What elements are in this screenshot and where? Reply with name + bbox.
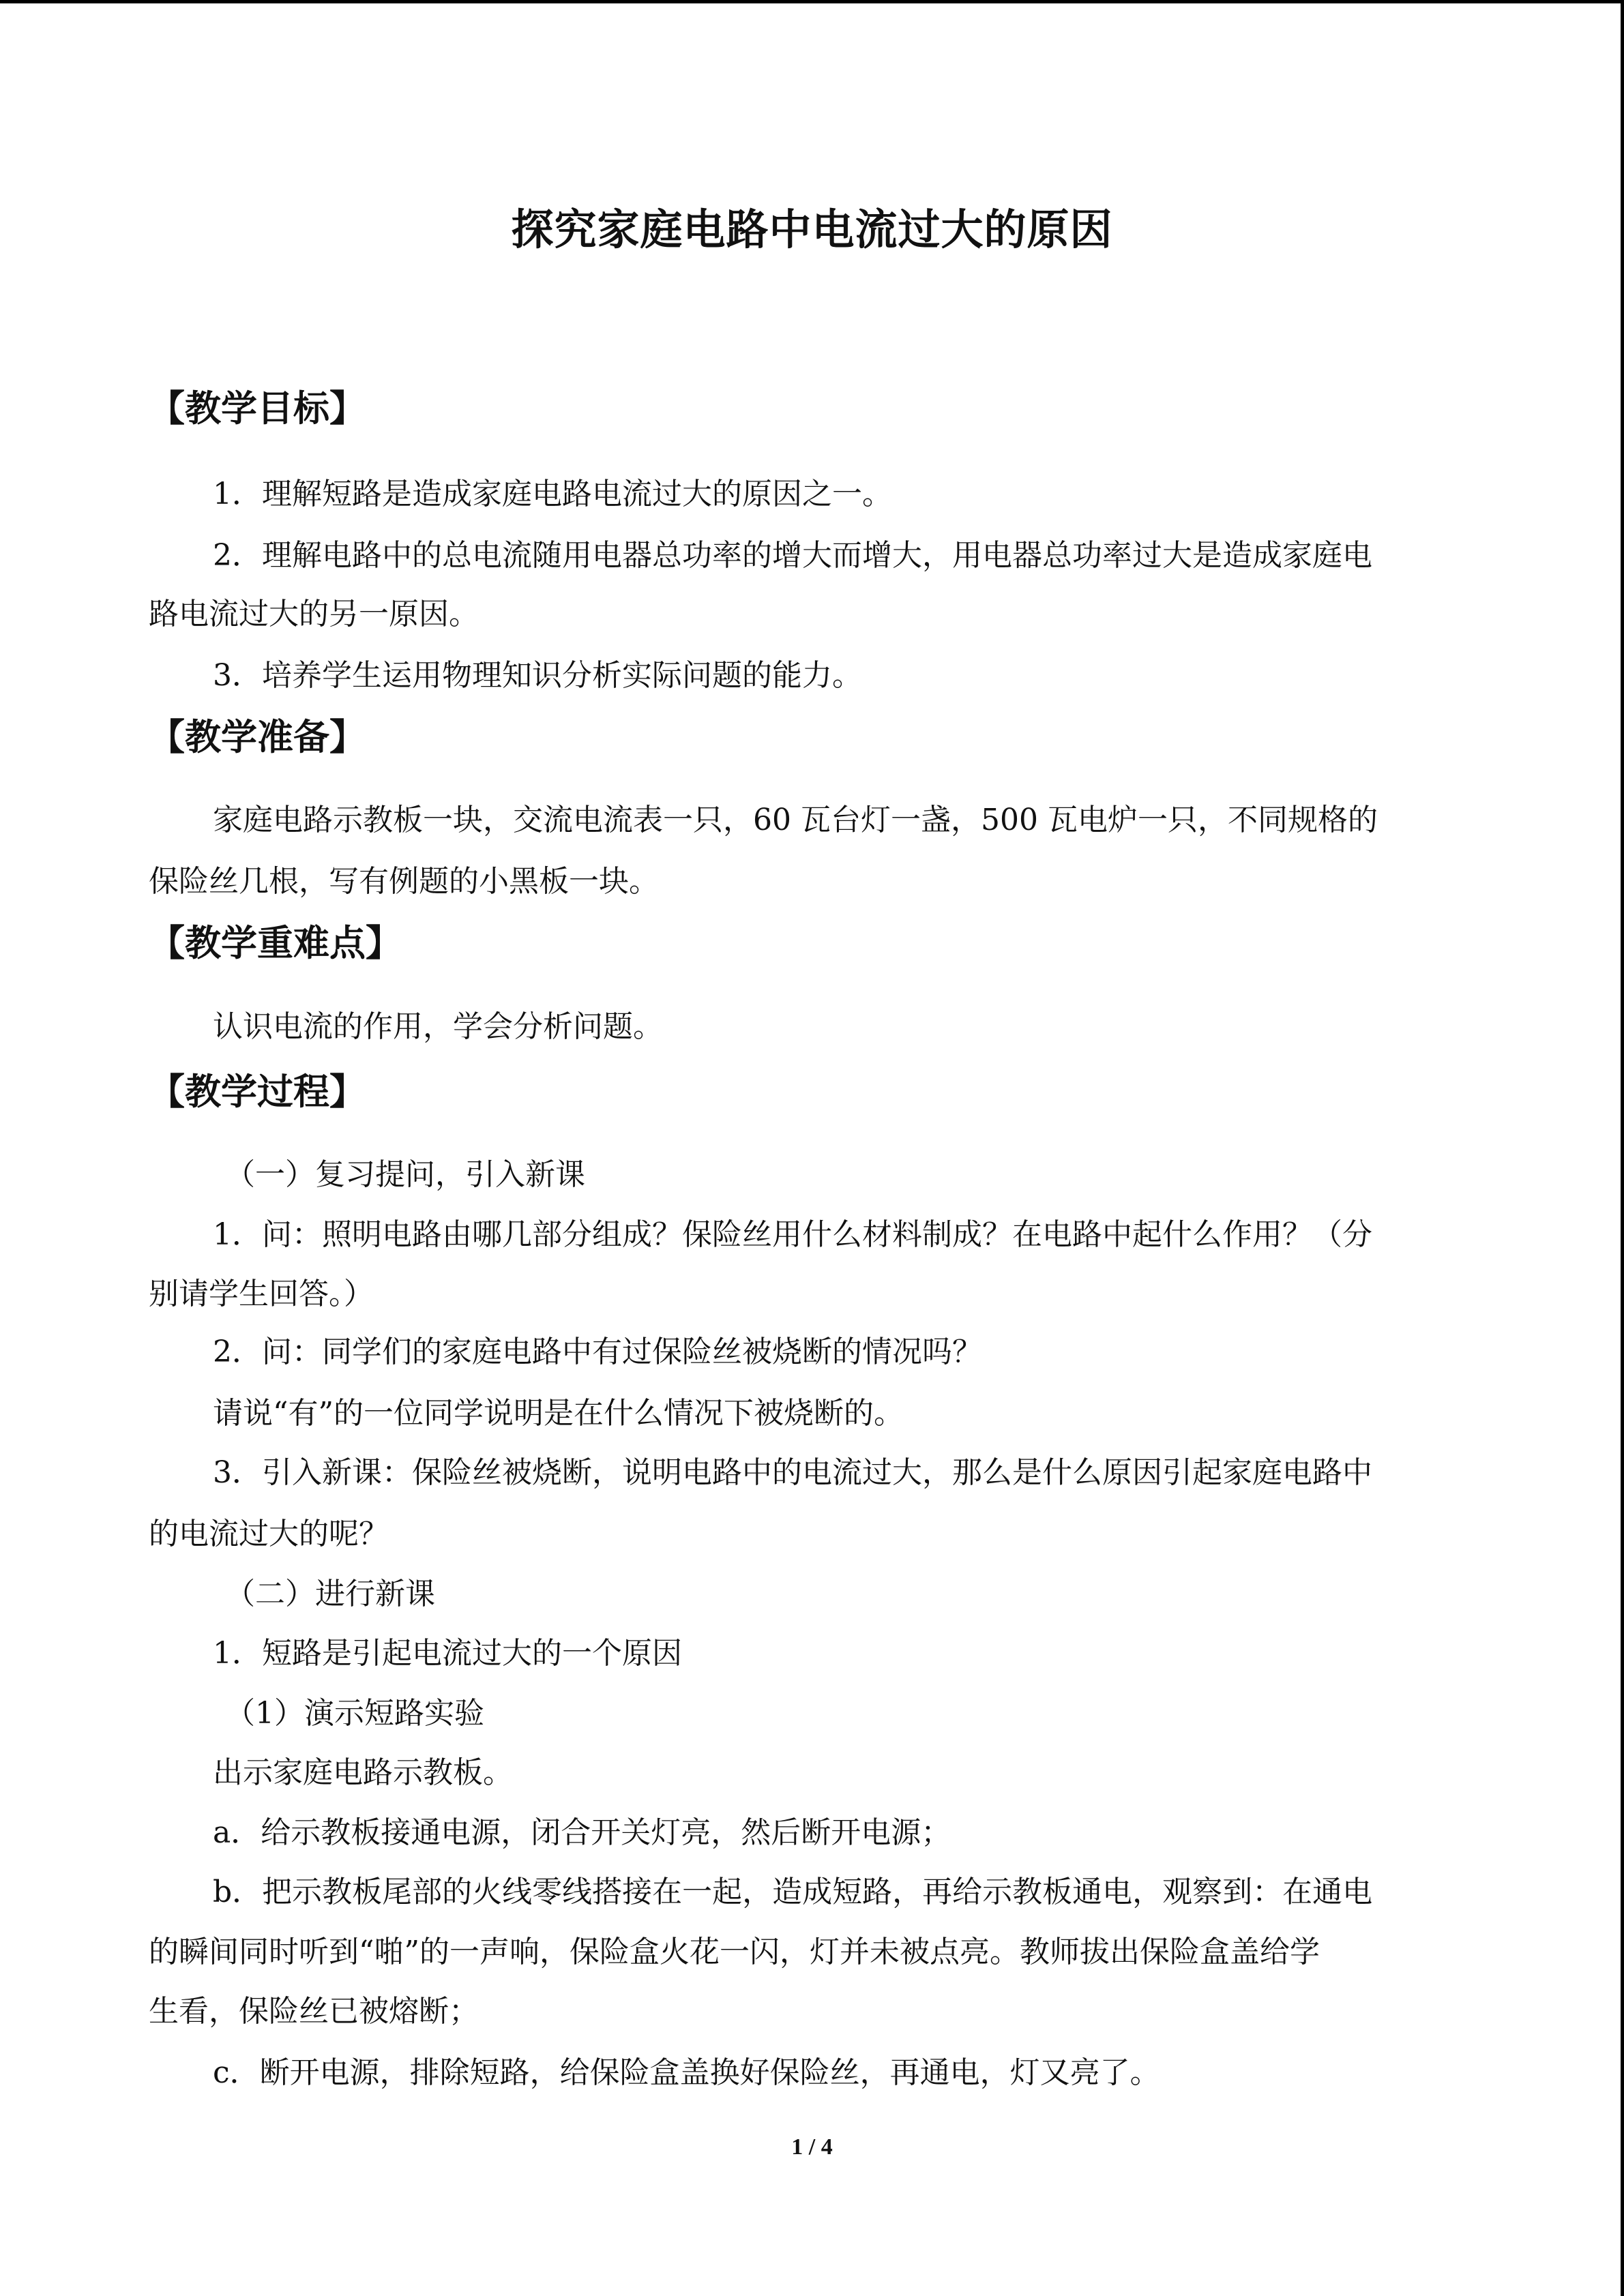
paragraph-line: 3．引入新课：保险丝被烧断，说明电路中的电流过大，那么是什么原因引起家庭电路中 [213,1455,1372,1490]
document-title: 探究家庭电路中电流过大的原因 [511,205,1113,254]
paragraph-line: 1．理解短路是造成家庭电路电流过大的原因之一。 [213,477,892,511]
page-number: 1 / 4 [791,2134,833,2160]
section-heading-preparation: 【教学准备】 [149,716,366,758]
paragraph-line: 的电流过大的呢？ [149,1517,389,1551]
paragraph-line: 1．问：照明电路由哪几部分组成？保险丝用什么材料制成？在电路中起什么作用？（分 [213,1217,1372,1252]
paragraph-line: 2．问：同学们的家庭电路中有过保险丝被烧断的情况吗？ [213,1335,982,1369]
page-border-top [0,0,1624,3]
paragraph-line: （二）进行新课 [225,1577,435,1611]
paragraph-line: 出示家庭电路示教板。 [213,1755,513,1790]
paragraph-line: 3．培养学生运用物理知识分析实际问题的能力。 [213,658,862,693]
section-heading-process: 【教学过程】 [149,1071,366,1113]
section-heading-keypoints: 【教学重难点】 [149,922,402,964]
paragraph-line: c．断开电源，排除短路，给保险盒盖换好保险丝，再通电，灯又亮了。 [213,2055,1160,2090]
paragraph-line: 请说“有”的一位同学说明是在什么情况下被烧断的。 [213,1396,904,1431]
paragraph-line: 1．短路是引起电流过大的一个原因 [213,1636,682,1671]
paragraph-line: 别请学生回答。） [149,1277,374,1311]
paragraph-line: 路电流过大的另一原因。 [149,597,479,631]
paragraph-line: 的瞬间同时听到“啪”的一声响，保险盒火花一闪，灯并未被点亮。教师拔出保险盒盖给学 [149,1935,1320,1969]
paragraph-line: b．把示教板尾部的火线零线搭接在一起，造成短路，再给示教板通电，观察到：在通电 [213,1875,1373,1909]
paragraph-line: 2．理解电路中的总电流随用电器总功率的增大而增大，用电器总功率过大是造成家庭电 [213,538,1372,573]
paragraph-line: 家庭电路示教板一块，交流电流表一只，60 瓦台灯一盏，500 瓦电炉一只，不同规格的 [213,803,1378,837]
section-heading-objectives: 【教学目标】 [149,387,366,430]
paragraph-line: 认识电流的作用，学会分析问题。 [213,1009,663,1044]
paragraph-line: （1）演示短路实验 [225,1696,484,1731]
page-border-right [1621,0,1624,2296]
paragraph-line: 保险丝几根，写有例题的小黑板一块。 [149,864,659,899]
paragraph-line: a．给示教板接通电源，闭合开关灯亮，然后断开电源； [213,1815,951,1850]
paragraph-line: 生看，保险丝已被熔断； [149,1994,479,2029]
paragraph-line: （一）复习提问，引入新课 [225,1157,585,1192]
